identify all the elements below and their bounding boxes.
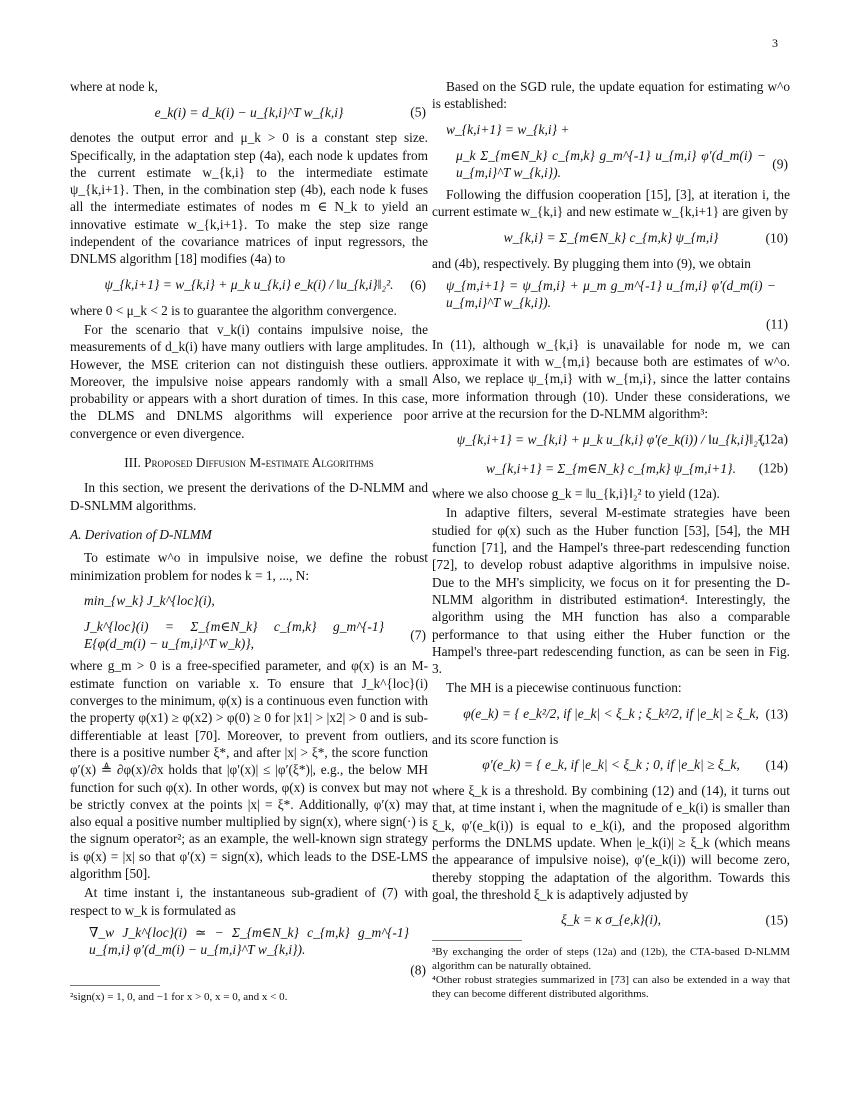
section-heading: III. Proposed Diffusion M-estimate Algorithms bbox=[124, 455, 374, 471]
paragraph: where ξ_k is a threshold. By combining (12) and (14), it turns out that, at time instant i, when the magnitude of e_k(i) is smaller than ξ_k, φ′(e_k(i)) is equal to e_k(i), and the proposed algorithm performs the DNLMS update. When |e_k(i)| ≥ ξ_k (which means the appearance of impulsive noise), φ′(e_k(i)) will become zero, thereby stopping the adaptation of the algorithm. Towards this goal, the threshold ξ_k is adaptively adjusted by bbox=[432, 783, 790, 902]
equation-9b bbox=[432, 147, 790, 182]
equation-7b bbox=[70, 618, 428, 653]
equation-expression: J_k^{loc}(i) = Σ_{m∈N_k} c_{m,k} g_m^{-1} E{φ(d_m(i) − u_{m,i}^T w_k)}, bbox=[84, 618, 384, 652]
equation-14 bbox=[432, 753, 790, 777]
equation-number: (12a) bbox=[759, 431, 788, 447]
paragraph: denotes the output error and μ_k > 0 is a constant step size. Specifically, in the adaptation step (4a), each node k updates from the current estimate w_{k,i} to the intermediate estimate ψ_{k,i+1}. Then, in the combination step (4b), each node k fuses all the intermediate estimates of nodes m ∈ N_k to yield an innovative estimate w_{k,i+1}. To make the step size range independent of the covariance matrices of input regressors, the DNLMS algorithm [18] modifies (4a) to bbox=[70, 130, 428, 267]
paragraph: and its score function is bbox=[432, 731, 559, 747]
footnote-2: ²sign(x) = 1, 0, and −1 for x > 0, x = 0, and x < 0. bbox=[70, 991, 288, 1004]
paragraph: Following the diffusion cooperation [15], [3], at iteration i, the current estimate w_{k,i} and new estimate w_{k,i+1} are given by bbox=[432, 187, 790, 220]
equation-expression: μ_k Σ_{m∈N_k} c_{m,k} g_m^{-1} u_{m,i} φ′(d_m(i) − u_{m,i}^T w_{k,i}). bbox=[456, 147, 766, 180]
right-column bbox=[432, 78, 790, 1001]
left-column bbox=[70, 78, 428, 1004]
equation-expression: ∇_w J_k^{loc}(i) ≃ − Σ_{m∈N_k} c_{m,k} g_m^{-1} u_{m,i} φ′(d_m(i) − u_{m,i}^T w_{k,i}). bbox=[89, 924, 409, 958]
footnote-4: ⁴Other robust strategies summarized in [73] can also be extended in a way that they can become different distributed algorithms. bbox=[432, 974, 790, 1001]
equation-10 bbox=[432, 226, 790, 250]
equation-number: (13) bbox=[765, 706, 788, 722]
footnote-rule bbox=[432, 940, 522, 941]
equation-12a bbox=[432, 427, 790, 451]
equation-number: (15) bbox=[765, 912, 788, 928]
equation-expression: φ′(e_k) = { e_k, if |e_k| < ξ_k ; 0, if |e_k| ≥ ξ_k, bbox=[482, 757, 740, 773]
equation-expression: w_{k,i+1} = Σ_{m∈N_k} c_{m,k} ψ_{m,i+1}. bbox=[486, 460, 736, 476]
equation-number: (8) bbox=[410, 962, 426, 978]
paragraph: At time instant i, the instantaneous sub-gradient of (7) with respect to w_k is formulated as bbox=[70, 885, 428, 918]
equation-7a bbox=[70, 589, 428, 613]
paragraph: and (4b), respectively. By plugging them into (9), we obtain bbox=[432, 255, 751, 271]
equation-number: (5) bbox=[410, 104, 426, 120]
equation-number: (10) bbox=[765, 230, 788, 246]
equation-expression: ψ_{m,i+1} = ψ_{m,i} + μ_m g_m^{-1} u_{m,i} φ′(d_m(i) − u_{m,i}^T w_{k,i}). bbox=[446, 278, 776, 311]
equation-expression: ψ_{k,i+1} = w_{k,i} + μ_k u_{k,i} φ′(e_k(i)) / ‖u_{k,i}‖₂², bbox=[456, 431, 766, 447]
equation-expression: w_{k,i+1} = w_{k,i} + bbox=[446, 121, 570, 137]
paragraph: where g_m > 0 is a free-specified parameter, and φ(x) is an M-estimate function on variable x. To ensure that J_k^{loc}(i) converges to the minimum, φ(x) is a continuous even function with the property φ(x1) ≥ φ(x2) > φ(0) ≥ 0 for |x1| > |x2| > 0 and is sub-differentiable at least [70]. Moreover, to prevent from outliers, there is a positive number ξ*, and after |x| > ξ*, the score function φ′(x) ≜ ∂φ(x)/∂x holds that |φ′(x)| ≤ |φ′(ξ*)|, e.g., the below MH function for such φ(x). In other words, φ(x) is convex but may not be strictly convex at the points |x| = ξ*. Additionally, φ′(x) may also equal a positive number multiplied by sign(x), where sign(·) is the signum operator²; as an example, the well-known sign strategy is φ(x) = |x| so that φ′(x) = sign(x), which leads to the DSE-LMS algorithm [50]. bbox=[70, 658, 428, 881]
paragraph: Based on the SGD rule, the update equation for estimating w^o is established: bbox=[432, 79, 790, 112]
equation-9a bbox=[432, 118, 790, 142]
equation-expression: φ(e_k) = { e_k²/2, if |e_k| < ξ_k ; ξ_k²/2, if |e_k| ≥ ξ_k, bbox=[463, 706, 759, 722]
subsection-heading: A. Derivation of D-NLMM bbox=[70, 526, 212, 542]
equation-expression: min_{w_k} J_k^{loc}(i), bbox=[84, 593, 215, 609]
equation-13 bbox=[432, 702, 790, 726]
equation-8-number-row bbox=[70, 963, 428, 977]
equation-expression: ξ_k = κ σ_{e,k}(i), bbox=[561, 912, 661, 928]
equation-number: (9) bbox=[772, 156, 788, 172]
paragraph: In adaptive filters, several M-estimate strategies have been studied for φ(x) such as the Huber function [53], [54], the MH function [71], and the Hampel's three-part redescending function [72], to develop robust adaptive algorithms in impulsive noise. Due to the MH's simplicity, we focus on it for presenting the D-NLMM algorithm in distributed estimation⁴. Interestingly, the algorithm using the MH function has also a comparable performance to that using either the Huber function or the Hampel's three-part redescending function, as can be seen in Fig. 3. bbox=[432, 505, 790, 677]
footnote-3: ³By exchanging the order of steps (12a) and (12b), the CTA-based D-NLMM algorithm can be naturally obtained. bbox=[432, 946, 790, 973]
paragraph: In this section, we present the derivations of the D-NLMM and D-SNLMM algorithms. bbox=[70, 480, 428, 513]
footnote-rule bbox=[70, 985, 160, 986]
equation-number: (6) bbox=[410, 277, 426, 293]
paragraph: To estimate w^o in impulsive noise, we define the robust minimization problem for nodes k = 1, ..., N: bbox=[70, 550, 428, 583]
paragraph: The MH is a piecewise continuous function: bbox=[446, 680, 682, 696]
equation-11 bbox=[432, 277, 790, 312]
equation-number: (14) bbox=[765, 757, 788, 773]
paragraph: where we also choose g_k = ‖u_{k,i}‖₂² to yield (12a). bbox=[432, 486, 720, 502]
equation-expression: w_{k,i} = Σ_{m∈N_k} c_{m,k} ψ_{m,i} bbox=[503, 230, 719, 246]
paragraph: For the scenario that v_k(i) contains impulsive noise, the measurements of d_k(i) have many outliers with large amplitudes. However, the MSE criterion can not distinguish these outliers. Moreover, the impulsive noise appears randomly with a small probability or appears with a short duration of times. In this case, the DLMS and DNLMS algorithms will experience poor convergence or even divergence. bbox=[70, 321, 428, 441]
equation-expression: ψ_{k,i+1} = w_{k,i} + μ_k u_{k,i} e_k(i) / ‖u_{k,i}‖₂². bbox=[104, 277, 394, 293]
paragraph: where 0 < μ_k < 2 is to guarantee the algorithm convergence. bbox=[70, 302, 397, 318]
equation-11-number-row bbox=[432, 317, 790, 331]
equation-15 bbox=[432, 908, 790, 932]
page-number: 3 bbox=[772, 36, 778, 50]
equation-12b bbox=[432, 456, 790, 480]
paragraph: In (11), although w_{k,i} is unavailable for node m, we can approximate it with w_{m,i} because both are estimates of w^o. Also, we replace ψ_{m,i} with w_{m,i}, since the latter contains more information through (10). Under these considerations, we arrive at the recursion for the D-NLMM algorithm³: bbox=[432, 336, 790, 421]
equation-number: (11) bbox=[766, 316, 788, 332]
equation-8 bbox=[70, 924, 428, 959]
equation-expression: e_k(i) = d_k(i) − u_{k,i}^T w_{k,i} bbox=[154, 104, 344, 120]
equation-number: (7) bbox=[410, 627, 426, 643]
equation-6 bbox=[70, 273, 428, 297]
equation-5 bbox=[70, 100, 428, 124]
paragraph: where at node k, bbox=[70, 79, 158, 94]
equation-number: (12b) bbox=[758, 460, 788, 476]
